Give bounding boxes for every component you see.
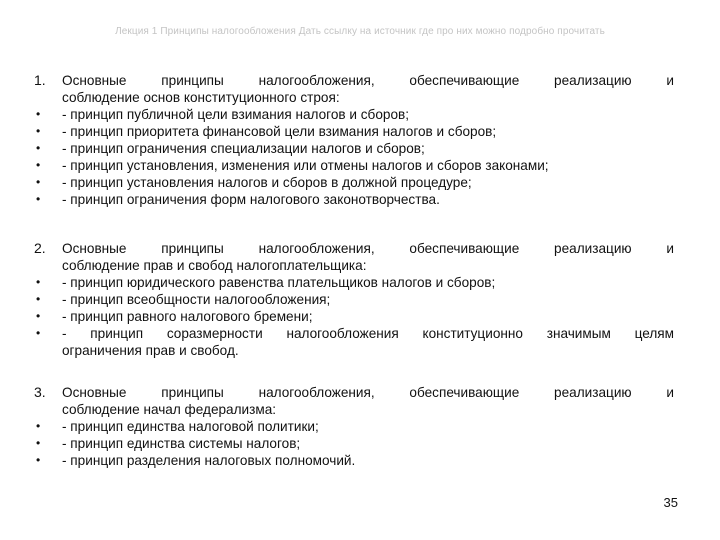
bullet-icon: • (36, 326, 41, 340)
section-number: 1. (34, 72, 46, 88)
section-heading (34, 240, 674, 274)
section-number: 3. (34, 384, 46, 400)
list-item (34, 291, 674, 308)
item-text: - принцип единства системы налогов; (62, 436, 301, 451)
list-item (34, 418, 674, 435)
list-item (34, 325, 674, 359)
heading-line: Основные принципы налогообложения, обеспечивающие реализацию и (62, 385, 674, 400)
item-text: - принцип всеобщности налогообложения; (62, 292, 331, 307)
list-item (34, 157, 674, 174)
section-heading (34, 384, 674, 418)
section-2 (34, 240, 674, 359)
bullet-icon: • (36, 175, 41, 189)
section-number: 2. (34, 240, 46, 256)
item-text: ограничения прав и свобод. (62, 343, 239, 358)
heading-line: Основные принципы налогообложения, обеспечивающие реализацию и (62, 73, 674, 88)
list-item (34, 274, 674, 291)
bullet-icon: • (36, 419, 41, 433)
item-text: - принцип юридического равенства плательщиков налогов и сборов; (62, 275, 496, 290)
bullet-icon: • (36, 275, 41, 289)
slide-header: Лекция 1 Принципы налогообложения Дать ссылку на источник где про них можно подробно прочитать (115, 26, 605, 37)
list-item (34, 308, 674, 325)
list-item (34, 106, 674, 123)
bullet-icon: • (36, 309, 41, 323)
item-text: - принцип установления налогов и сборов в должной процедуре; (62, 175, 472, 190)
page-number: 35 (663, 495, 678, 510)
heading-line: соблюдение прав и свобод налогоплательщика: (62, 258, 367, 273)
bullet-icon: • (36, 436, 41, 450)
item-text: - принцип приоритета финансовой цели взимания налогов и сборов; (62, 124, 497, 139)
item-text: - принцип разделения налоговых полномочий. (62, 453, 356, 468)
bullet-icon: • (36, 124, 41, 138)
bullet-icon: • (36, 141, 41, 155)
item-text: - принцип ограничения специализации налогов и сборов; (62, 141, 425, 156)
item-text: - принцип равного налогового бремени; (62, 309, 313, 324)
bullet-icon: • (36, 158, 41, 172)
list-item (34, 140, 674, 157)
bullet-icon: • (36, 292, 41, 306)
section-heading (34, 72, 674, 106)
bullet-icon: • (36, 453, 41, 467)
list-item (34, 435, 674, 452)
item-text: - принцип ограничения форм налогового законотворчества. (62, 192, 440, 207)
bullet-icon: • (36, 107, 41, 121)
heading-line: соблюдение основ конституционного строя: (62, 90, 340, 105)
section-1 (34, 72, 674, 208)
heading-line: соблюдение начал федерализма: (62, 402, 277, 417)
list-item (34, 191, 674, 208)
bullet-icon: • (36, 192, 41, 206)
section-3 (34, 384, 674, 469)
heading-line: Основные принципы налогообложения, обеспечивающие реализацию и (62, 241, 674, 256)
list-item (34, 452, 674, 469)
item-text: - принцип установления, изменения или отмены налогов и сборов законами; (62, 158, 549, 173)
item-text: - принцип единства налоговой политики; (62, 419, 319, 434)
list-item (34, 123, 674, 140)
list-item (34, 174, 674, 191)
item-text: - принцип соразмерности налогообложения конституционно значимым целям (62, 326, 674, 341)
item-text: - принцип публичной цели взимания налогов и сборов; (62, 107, 410, 122)
